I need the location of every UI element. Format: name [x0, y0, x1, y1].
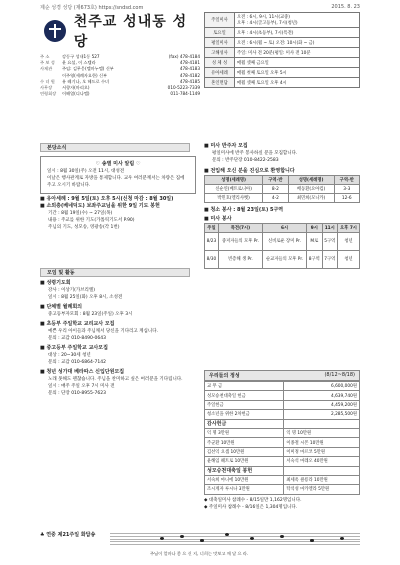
- header: [40, 12, 200, 122]
- parish-news: ♡ 송별 미사 알림 ♡ 일시 : 8월 30일(주) 오전 11시, 대성전 이날은 행사관계로 자방을 통제합니다. 교우 여러분께서는 차량은 집에 주고 오시기 바랍니다. ■ 유아세례 : 9월 5일(토) 오후 5시(신청 마감 : 8월 30일) ■ 소외층(베네딕도) 보좌주교님을 위한 9일 기도 봉헌 기간 : 8월 19일(수) ~ 27일(목) 내용 : 주교를 위한 기도(가톨릭기도서 P.90) 주님의 기도, 성모송, 영광송(각 1번): [40, 154, 196, 231]
- schedule-row: 고해성사 주일: 미사 전 20분(평일: 미사 전 10분: [205, 48, 360, 58]
- table-row: 신순연(베트로니아) 8-2 배동환(요아킴) 3-3: [205, 185, 360, 194]
- music-note: [310, 539, 314, 542]
- table-row: 8/30 빈층해 생 Pr. 순교자들의 모후 Pr. 8구역 7구역 청년: [205, 251, 360, 269]
- schedule-row: 주일미사 오전 : 6시, 9시, 11시(교중) 오후 : 4시(글고등부), 7시(청년): [205, 13, 360, 28]
- table-row: 익 명 3만원 익 명 10만원: [205, 428, 360, 437]
- table-row: 주군환 10만원 이종철 시몬 10만원: [205, 438, 360, 447]
- news-item-title: ■ 소외층(베네딕도) 보좌주교님을 위한 9일 기도 봉헌: [40, 203, 160, 209]
- offerings-table: [204, 381, 360, 495]
- music-note: [225, 533, 229, 536]
- table-row: 박민호(엘리사벳) 4-2 최민희(모니카) 12-6: [205, 194, 360, 203]
- music-note: [200, 539, 204, 542]
- table-row: 교 무 금 6,600,000원: [205, 382, 360, 391]
- schedule-row: 성 체 성 매월 셋째 금요일: [205, 58, 360, 68]
- music-note: [160, 537, 164, 540]
- news-item-title: ■ 유아세례 : 9월 5일(토) 오후 5시(신청 마감 : 8월 30일): [40, 196, 174, 202]
- music-note: [180, 535, 184, 538]
- attendance-note: ◆ 대축일미사 참례수 - 8/15일만 1,162명입니다.: [204, 497, 302, 503]
- music-note: [250, 537, 254, 540]
- contact-row: 수 녀 원 유 레기나, 오 헤드로 수녀 478-4185: [40, 78, 200, 84]
- table-row: 윤해임 헤트로 10만원 서숙석 마레오 40만원: [205, 457, 360, 466]
- contact-row: 이주영(세례자요한) 신부 478-4182: [62, 72, 200, 78]
- schedule-row: 혼인면담 매월 셋째 토요일 오후 4시: [205, 78, 360, 88]
- table-row: 8/23 중저자들의 모후 Pr. 신비로운 장미 Pr. M로 5구역 청년: [205, 233, 360, 251]
- psalm-title: ♣ 연중 제21주일 화답송: [40, 532, 96, 538]
- section-parish-news: 본당소식: [40, 143, 190, 152]
- table-row: 성모승천대축일 봉헌: [205, 466, 360, 475]
- activities: ■ 성령기도회 강사 : 이상기(가브리엘) 일시 : 8월 25일(화) 오후 8시, 소성전 ■ 단체별 월례회의 중고등부자모회 : 8월 23일(주일) 오후 3시 ■ 초등부 주일학교 교리교사 모집 예쁜 우리 아이들과 주님께서 당신을 기다리고 계십니다. 문의 : 교감 010-8490-0643 ■ 중고등부 주일학교 교사모집 대상 : 20~30세 청년 문의 : 교감 010-6864-7142 ■ 청년 성가대 베라따스 신입단원모집 노래 못해도 괜찮습니다. 주님을 찬미하고 싶은 여러분을 기다립니다. 일시 : 매주 주일 오후 7시 미사 전 문의 : 단장 010-8955-7623: [40, 280, 183, 396]
- table-row: 김선익 요셉 10만원 이미정 마르코 5만원: [205, 447, 360, 456]
- responsorial-psalm: [40, 525, 360, 563]
- schedule-row: 토요일 오후 : 4시(초등부), 7시(특전): [205, 28, 360, 38]
- table-row: 조시계자 루시나 3만원 탁석성 마카엘라 5만원: [205, 485, 360, 494]
- bulletin-info: 제순 성경 성당 (제673호) https://sndsd.com: [40, 5, 144, 11]
- contact-row: 사제관 주임: 김무웅(엘마누엘) 신부 478-4183: [40, 66, 200, 72]
- contact-info: [40, 54, 200, 97]
- table-row: 감사헌금: [205, 419, 360, 428]
- mass-schedule-table: [204, 12, 360, 88]
- table-row: 청소년을 위한 2차헌금 2,285,500원: [205, 410, 360, 419]
- schedule-row: 평일미사 오전 : 6시(월 ~ 토) 오전: 10시(화 ~ 금): [205, 38, 360, 48]
- music-note: [280, 535, 284, 538]
- church-name: 천주교 성내동 성당: [73, 14, 188, 50]
- bulletin-date: 2015. 8. 23: [331, 4, 360, 10]
- psalm-lyrics: 주님이 얼마나 좋 으 신 지, 너희는 맛보고 깨 달 으 라.: [150, 551, 249, 556]
- table-row: 성모승천대축일 헌금 4,639,740원: [205, 391, 360, 400]
- top-bar: [0, 0, 400, 12]
- table-row: 서숙희 마니에 10만원 최세옥 클룡라 10만원: [205, 475, 360, 484]
- logo: [40, 14, 200, 48]
- attendance-note: ◆ 주일미사 참례수 - 8/16일은 1,304명입니다.: [204, 504, 298, 510]
- welcome-table: 성명(세례명) 구역-반 성명(세례명) 구역-반 신순연(베트로니아) 8-2 배동환(요아킴) 3-3 박민호(엘리사벳) 4-2 최민희(모니카) 12-6: [204, 175, 360, 203]
- music-staff: [110, 531, 360, 545]
- cross-icon: [44, 20, 66, 42]
- contact-row: 주 소 강동구 성내1동 527 (fax) 478-4184: [40, 54, 200, 59]
- right-news: ■ 미사 반주자 모집 평일미사에 반주 봉사하실 분을 모집합니다. 문의 : 반주단장 010-8422-2583 ■ 전입해 오신 분을 진심으로 환영합니다 성명(세례명) 구역-반 성명(세례명) 구역-반 신순연(베트로니아) 8-2 배동환(요아킴) 3-3 박민호(엘리사벳) 4-2 최민희(모니카) 12-6 ■ 청소 봉사 : 8월 23일(토) 5구역 ■ 미사 봉사 주일 특전(7시) 6시 9시 11시 오후 7시 8/23 중저자들의 모후 Pr. 신비로운 장미 Pr. M로 5구역 청년 8/30 빈층해 생 Pr. 순교자들의 모후 Pr. 8구역 7구역 청년: [204, 143, 360, 269]
- contact-row: 사무장 서향자(마리오) 010-5223-7339: [40, 85, 200, 91]
- contact-row: 연령회장 이해열(디나엘) 011-784-1149: [40, 91, 200, 97]
- mass-service-table: 주일 특전(7시) 6시 9시 11시 오후 7시 8/23 중저자들의 모후 Pr. 신비로운 장미 Pr. M로 5구역 청년 8/30 빈층해 생 Pr. 순교자들의 모후 Pr. 8구역 7구역 청년: [204, 223, 360, 269]
- table-row: 주일헌금 4,459,200원: [205, 400, 360, 409]
- offerings: 우리들의 정성 (8/12~8/18) 교 무 금 6,600,000원 성모승천대축일 헌금 4,639,740원 주일헌금 4,459,200원 청소년을 위한 2차헌금 2,285,500원 감사헌금 익 명 3만원 익 명 10만원 주군환 10만원 이종철 시몬 10만원 김선익 요셉 10만원 이미정 마르코 5만원 윤해임 헤트로 10만원 서숙석 마레오 40만원 성모승천대축일 봉헌 서숙희 마니에 10만원 최세옥 클룡라 10만원 조시계자 루시나 3만원 탁석성 마카엘라 5만원 ◆ 대축일미사 참례수 - 8/15일만 1,162명입니다. ◆ 주일미사 참례수 - 8/16일은 1,304명입니다.: [204, 370, 360, 511]
- contact-row: 주 보 성 윤 요섭, 이 스텔라 478-4181: [40, 60, 200, 66]
- schedule-row: 유아세례 매월 첫째 토요일 오후 5시: [205, 68, 360, 78]
- music-note: [340, 537, 344, 540]
- section-activities: 모임 및 활동: [40, 268, 190, 277]
- farewell-mass-box: ♡ 송별 미사 알림 ♡ 일시 : 8월 30일(주) 오전 11시, 대성전 이날은 행사관계로 자방을 통제합니다. 교우 여러분께서는 차량은 집에 주고 오시기 바랍니다.: [40, 156, 196, 194]
